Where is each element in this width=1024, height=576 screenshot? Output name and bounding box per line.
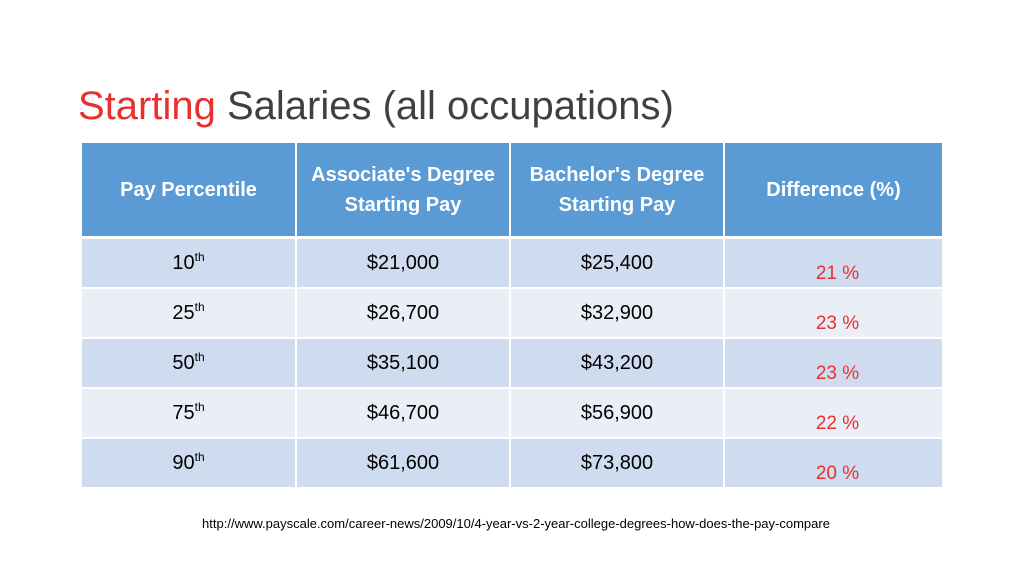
percentile-cell xyxy=(82,438,296,488)
source-url-text: http://www.payscale.com/career-news/2009/10/4-year-vs-2-year-college-degrees-how-does-the-pay-compare xyxy=(202,516,830,531)
table-header-row xyxy=(82,143,942,238)
associate-pay-cell: $26,700 xyxy=(296,288,510,338)
title-accent-word: Starting xyxy=(78,83,216,128)
header-difference: Difference (%) xyxy=(724,143,942,238)
bachelor-pay-cell: $32,900 xyxy=(510,288,724,338)
difference-value: 22 % xyxy=(815,413,860,434)
percentile-cell xyxy=(82,238,296,289)
table-row xyxy=(82,338,942,388)
associate-pay-cell: $46,700 xyxy=(296,388,510,438)
difference-value: 20 % xyxy=(815,463,860,484)
associate-pay-cell: $21,000 xyxy=(296,238,510,289)
percentile-value: 25 xyxy=(172,301,195,324)
percentile-suffix: th xyxy=(194,399,205,414)
difference-cell xyxy=(724,338,942,388)
percentile-value: 75 xyxy=(172,401,195,424)
difference-cell xyxy=(724,388,942,438)
table-row xyxy=(82,238,942,289)
header-associate-pay: Associate's Degree Starting Pay xyxy=(296,143,510,238)
associate-pay-cell: $35,100 xyxy=(296,338,510,388)
slide-title xyxy=(78,83,674,129)
percentile-value: 90 xyxy=(172,451,195,474)
table-row xyxy=(82,388,942,438)
bachelor-pay-cell: $43,200 xyxy=(510,338,724,388)
associate-pay-cell: $61,600 xyxy=(296,438,510,488)
difference-cell xyxy=(724,288,942,338)
difference-cell xyxy=(724,438,942,488)
difference-value: 21 % xyxy=(815,263,860,284)
percentile-cell xyxy=(82,388,296,438)
header-bachelor-pay: Bachelor's Degree Starting Pay xyxy=(510,143,724,238)
percentile-suffix: th xyxy=(194,449,205,464)
table-row xyxy=(82,438,942,488)
bachelor-pay-cell: $25,400 xyxy=(510,238,724,289)
percentile-cell xyxy=(82,338,296,388)
percentile-suffix: th xyxy=(194,299,205,314)
percentile-suffix: th xyxy=(194,249,205,264)
header-pay-percentile: Pay Percentile xyxy=(82,143,296,238)
difference-value: 23 % xyxy=(815,313,860,334)
percentile-suffix: th xyxy=(194,349,205,364)
percentile-value: 50 xyxy=(172,351,195,374)
percentile-cell xyxy=(82,288,296,338)
difference-value: 23 % xyxy=(815,363,860,384)
bachelor-pay-cell: $56,900 xyxy=(510,388,724,438)
bachelor-pay-cell: $73,800 xyxy=(510,438,724,488)
salary-table xyxy=(82,143,942,489)
source-url xyxy=(0,516,1024,531)
title-rest: Salaries (all occupations) xyxy=(215,83,674,128)
percentile-value: 10 xyxy=(172,251,195,274)
difference-cell xyxy=(724,238,942,289)
table-row xyxy=(82,288,942,338)
